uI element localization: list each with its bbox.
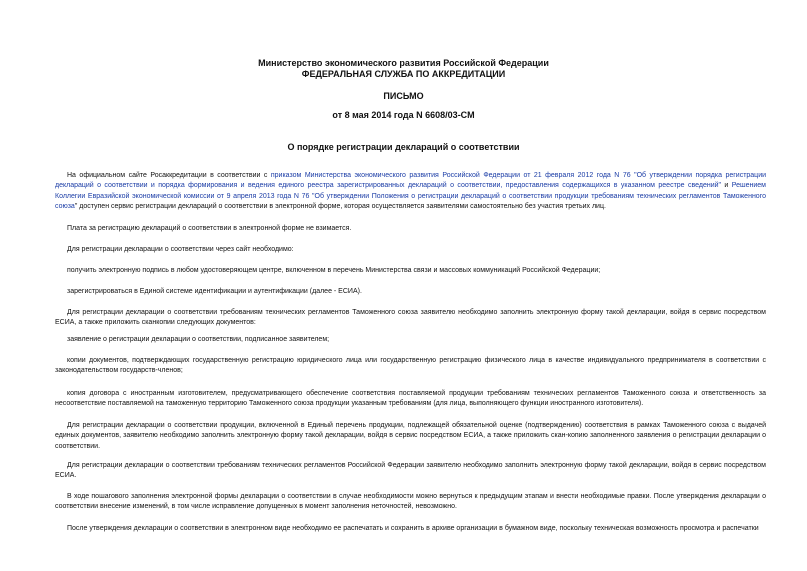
paragraph: Плата за регистрацию деклараций о соответствии в электронной форме не взимается. <box>67 225 352 232</box>
paragraph: Для регистрации декларации о соответствии требованиям технических регламентов Российской Федерации заявителю необходимо заполнить электронную форму такой декларации, войдя в сервис посредством ЕСИА. <box>55 462 766 480</box>
paragraph: зарегистрироваться в Единой системе идентификации и аутентификации (далее - ЕСИА). <box>67 288 362 295</box>
paragraph: После утверждения декларации о соответствии в электронном виде необходимо ее распечатать и сохранить в архиве организации в бумажном виде, поскольку техническая возможность просмотра и распечатки <box>67 525 759 532</box>
ministry-name: Министерство экономического развития Российской Федерации <box>258 58 549 68</box>
order-76-link[interactable]: приказом Министерства экономического развития Российской Федерации от 21 февраля 2012 года N 76 "Об утверждении порядка регистрации деклараций о соответствии и порядка формирования и ведения единого реестра зарегистрированных деклараций о соответствии, предоставления содержащихся в указанном реестре сведений" <box>55 172 767 190</box>
paragraph-intro-text-3: " доступен сервис регистрации деклараций о соответствии в электронной форме, которая осуществляется заявителями самостоятельно без участия третьих лиц. <box>74 203 606 211</box>
agency-name: ФЕДЕРАЛЬНАЯ СЛУЖБА ПО АККРЕДИТАЦИИ <box>301 69 506 79</box>
eec-decision-76-link[interactable]: Решением Коллегии Евразийской экономической комиссии от 9 апреля 2013 года N 76 "Об утверждении Положения о регистрации деклараций о соответствии продукции требованиям технических регламентов Таможенного союза <box>55 182 766 211</box>
paragraph: Для регистрации декларации о соответствии через сайт необходимо: <box>67 246 294 253</box>
paragraph-intro-text-1: На официальном сайте Росаккредитации в соответствии с <box>67 172 271 179</box>
document-type: ПИСЬМО <box>383 91 424 101</box>
paragraph: копия договора с иностранным изготовителем, предусматривающего обеспечение соответствия поставляемой продукции требованиям технических регламентов Таможенного союза и ответственность за несоответствие поставляемой на таможенную территорию Таможенного союза продукции указанным требованиям (для лица, выполняющего функции иностранного изготовителя). <box>55 390 766 408</box>
paragraph: заявление о регистрации декларации о соответствии, подписанное заявителем; <box>67 336 330 343</box>
paragraph: копии документов, подтверждающих государственную регистрацию юридического лица или государственную регистрацию физического лица в качестве индивидуального предпринимателя в соответствии с законодательством государств-членов; <box>55 357 766 375</box>
paragraph: Для регистрации декларации о соответствии продукции, включенной в Единый перечень продукции, подлежащей обязательной оценке (подтверждению) соответствия в рамках Таможенного союза с выдачей единых документов, заявителю необходимо заполнить электронную форму такой декларации, войдя в сервис посредством ЕСИА, а также приложить скан-копию заполненного заявления о регистрации декларации о соответствии. <box>55 422 766 450</box>
document-subject: О порядке регистрации деклараций о соответствии <box>287 142 520 152</box>
paragraph-intro-text-2: и <box>721 182 732 190</box>
paragraph: Для регистрации декларации о соответствии требованиям технических регламентов Таможенного союза заявителю необходимо заполнить электронную форму такой декларации, войдя в сервис посредством ЕСИА, а также приложить сканкопии следующих документов: <box>55 309 766 327</box>
document-date-number: от 8 мая 2014 года N 6608/03-СМ <box>332 110 475 120</box>
paragraph-intro <box>55 171 766 213</box>
paragraph: В ходе пошагового заполнения электронной формы декларации о соответствии в случае необходимости можно вернуться к предыдущим этапам и внести необходимые правки. После утверждения декларации о соответствии внесение изменений, в том числе исправление допущенных в момент заполнения неточностей, невозможно. <box>55 493 766 511</box>
paragraph: получить электронную подпись в любом удостоверяющем центре, включенном в перечень Министерства связи и массовых коммуникаций Российской Федерации; <box>67 267 601 274</box>
